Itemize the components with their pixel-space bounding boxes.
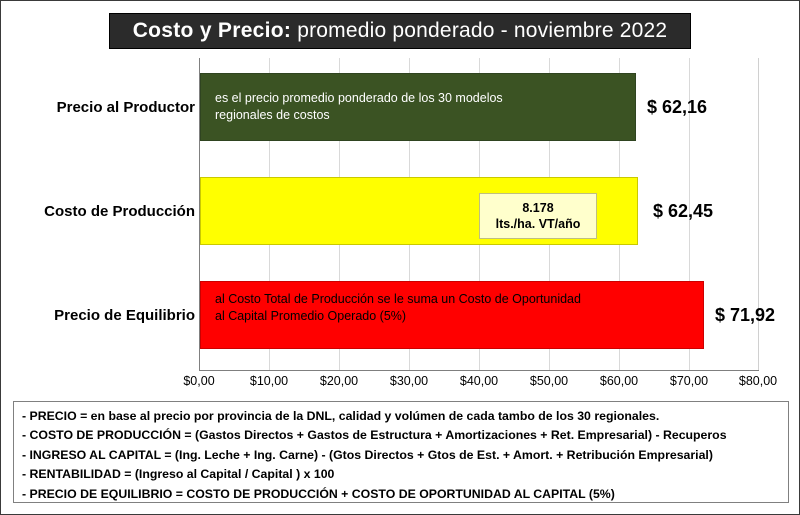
value-label-precio-de-equilibrio: $ 71,92 bbox=[715, 305, 776, 325]
category-label-costo-de-produccion: Costo de Producción bbox=[44, 203, 195, 220]
title-light: promedio ponderado - noviembre 2022 bbox=[297, 19, 668, 42]
annotation-precio-al-productor bbox=[215, 90, 615, 124]
xtick-label-60: $60,00 bbox=[599, 374, 639, 388]
value-label-costo-de-produccion: $ 62,45 bbox=[653, 201, 714, 221]
title-strong: Costo y Precio: bbox=[132, 19, 292, 42]
annotation-costo-de-produccion bbox=[479, 193, 597, 239]
xtick-label-80: $80,00 bbox=[738, 374, 778, 388]
annotation-line-2: regionales de costos bbox=[215, 108, 330, 122]
footnote-line: - RENTABILIDAD = (Ingreso al Capital / Capital ) x 100 bbox=[22, 467, 335, 482]
annotation-precio-de-equilibrio bbox=[215, 291, 645, 325]
category-label-precio-de-equilibrio: Precio de Equilibrio bbox=[54, 307, 195, 324]
callout-line-2: lts./ha. VT/año bbox=[495, 217, 581, 231]
footnote-line: - PRECIO DE EQUILIBRIO = COSTO DE PRODUCCIÓN + COSTO DE OPORTUNIDAD AL CAPITAL (5%) bbox=[22, 486, 615, 501]
footnote-box bbox=[13, 401, 789, 503]
page-title bbox=[109, 13, 691, 49]
xtick-label-30: $30,00 bbox=[389, 374, 429, 388]
category-label-precio-al-productor: Precio al Productor bbox=[56, 99, 195, 116]
annotation-line-1: al Costo Total de Producción se le suma un Costo de Oportunidad bbox=[215, 292, 581, 306]
x-axis-line bbox=[199, 370, 759, 371]
footnote-line: - INGRESO AL CAPITAL = (Ing. Leche + Ing. Carne) - (Gtos Directos + Gtos de Est. + Amort. + Retribución Empresarial) bbox=[22, 447, 713, 462]
footnote-line: - COSTO DE PRODUCCIÓN = (Gastos Directos + Gastos de Estructura + Amortizaciones + Ret. Empresarial) - Recuperos bbox=[22, 428, 727, 443]
xtick-label-0: $0,00 bbox=[183, 374, 215, 388]
annotation-line-1: es el precio promedio ponderado de los 30 modelos bbox=[215, 91, 503, 105]
xtick-label-20: $20,00 bbox=[319, 374, 359, 388]
callout-line-1: 8.178 bbox=[522, 201, 554, 215]
annotation-line-2: al Capital Promedio Operado (5%) bbox=[215, 309, 407, 323]
xtick-label-50: $50,00 bbox=[529, 374, 569, 388]
xtick-label-40: $40,00 bbox=[459, 374, 499, 388]
xtick-label-70: $70,00 bbox=[669, 374, 709, 388]
footnote-line: - PRECIO = en base al precio por provincia de la DNL, calidad y volúmen de cada tambo de los 30 regionales. bbox=[22, 409, 660, 423]
value-label-precio-al-productor: $ 62,16 bbox=[647, 97, 708, 117]
xtick-label-10: $10,00 bbox=[249, 374, 289, 388]
